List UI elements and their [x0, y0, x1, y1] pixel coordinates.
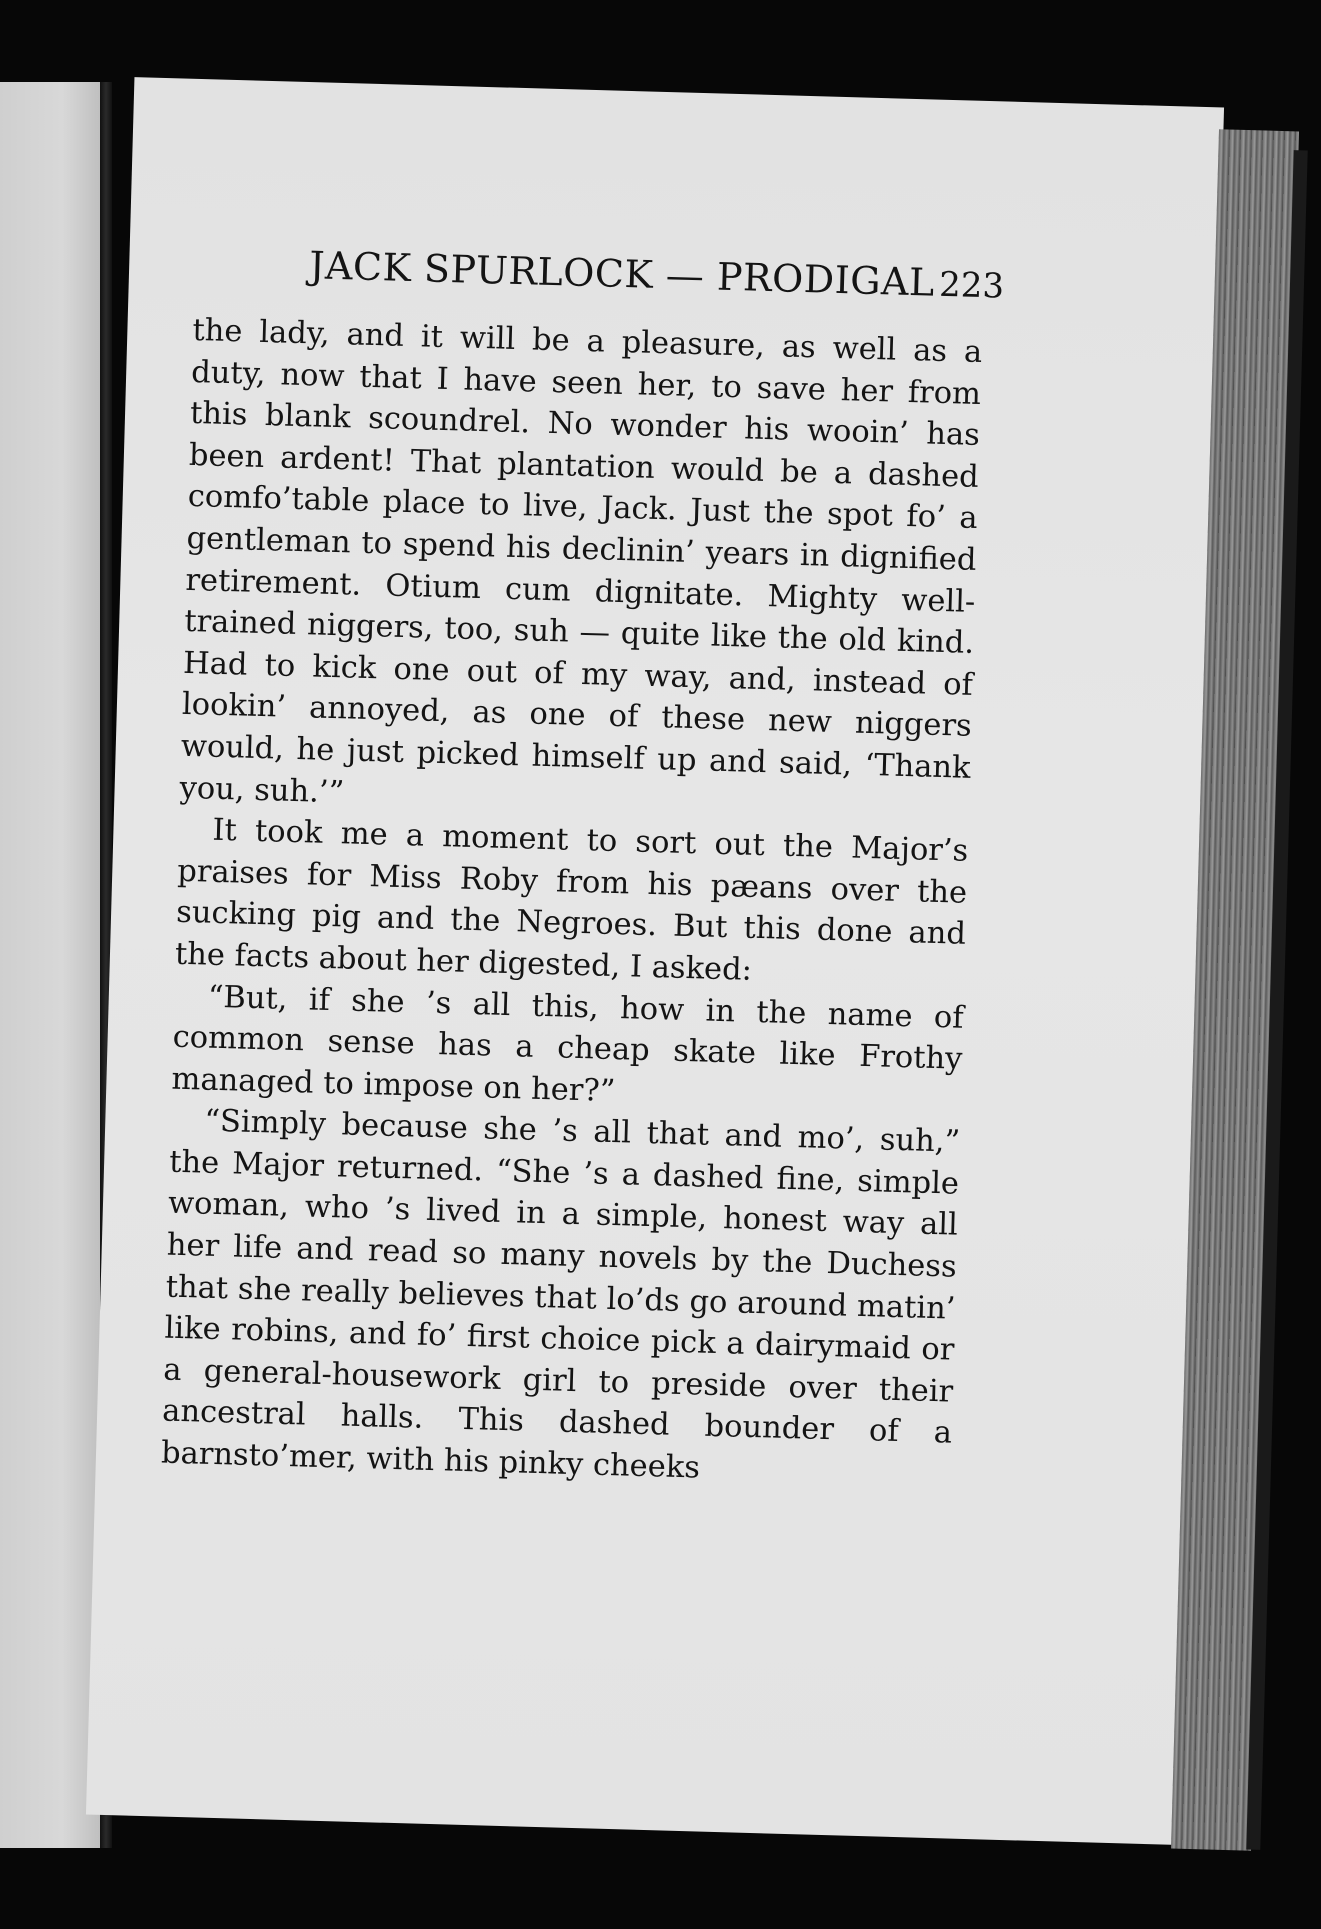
left-facing-page-edge [0, 82, 104, 1848]
paragraph-2: It took me a moment to sort out the Major’s praises for Miss Roby from his pæans over the sucking pig and the Negroes. But this done and the facts about her digested, I asked: [174, 812, 969, 988]
page-text-block [160, 240, 1005, 1496]
paragraph-4: “Simply because she ’s all that and mo’, suh,” the Major returned. “She ’s a dashed fine, simple woman, who ’s lived in a simple, honest way all her life and read so many novels by the Duchess that she really believes that lo’ds go around matin’ like robins, and fo’ first choice pick a dairymaid or a general-housework girl to preside over their ancestral halls. This dashed bounder of a barnsto’mer, with his pinky cheeks [160, 1103, 961, 1486]
running-head-title: JACK SPURLOCK — PRODIGAL [308, 243, 936, 305]
page-number: 223 [938, 264, 1005, 307]
paragraph-3: “But, if she ’s all this, how in the name of common sense has a cheap skate like Frothy managed to impose on her?” [171, 979, 965, 1109]
paragraph-1: the lady, and it will be a pleasure, as well as a duty, now that I have seen her, to save her from this blank scoundrel. No wonder his wooin’ has been ardent! That plantation would be a dashed comfo’table place to live, Jack. Just the spot fo’ a gentleman to spend his declinin’ years in dignified retirement. Otium cum dignitate. Mighty well-trained niggers, too, suh — quite like the old kind. Had to kick one out of my way, and, instead of lookin’ annoyed, as one of these new niggers would, he just picked himself up and said, ‘Thank you, suh.’” [179, 312, 983, 810]
